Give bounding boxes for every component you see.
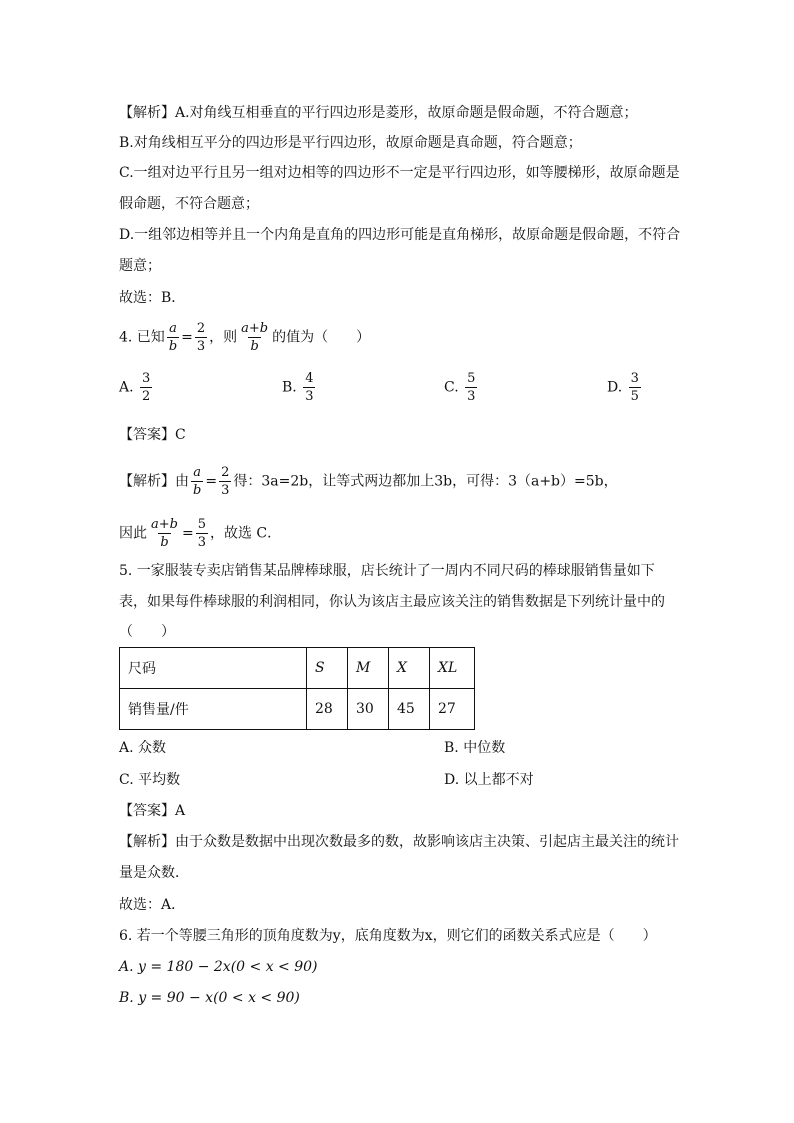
- q4-fraction-2-over-3: [195, 322, 207, 353]
- q4-sol2-suffix: ，故选 C．: [209, 525, 282, 542]
- q6-option-b: B. y = 90 − x(0 < x < 90): [119, 990, 300, 1006]
- q4-sol-f1r-den: 3: [221, 483, 230, 498]
- q5-option-a: A. 众数: [119, 740, 167, 756]
- q4-fraction-a-over-b: [167, 322, 179, 353]
- q4-sol-53-den: 3: [197, 535, 206, 550]
- q4-option-c-den: 3: [467, 389, 476, 404]
- analysis-q3-line-2: B.对角线相互平分的四边形是平行四边形，故原命题是真命题，符合题意；: [119, 135, 582, 151]
- q4-option-b-fraction: [303, 372, 315, 403]
- q5-solution-line-1: 【解析】由于众数是数据中出现次数最多的数，故影响该店主决策、引起店主最关注的统计: [119, 834, 679, 850]
- q4-sol1-prefix: 【解析】由: [119, 473, 189, 490]
- q4-f2-num: a+b: [241, 321, 269, 336]
- q4-sol-f2-den: b: [160, 535, 169, 550]
- q4-sol-fraction-2-over-3: [219, 466, 231, 497]
- q4-option-d-num: 3: [630, 371, 639, 386]
- table-header-s: S: [307, 648, 348, 689]
- q5-answer: 【答案】A: [119, 803, 186, 819]
- table-header-m: M: [348, 648, 389, 689]
- q4-option-c: [444, 372, 479, 403]
- table-cell-xl: 27: [430, 689, 475, 730]
- analysis-q3-line-6: 题意；: [119, 258, 161, 274]
- q4-suffix: 的值为（ ）: [272, 329, 371, 346]
- q4-answer: 【答案】C: [119, 427, 186, 443]
- question-6-line-1: 6. 若一个等腰三角形的顶角度数为y，底角度数为x，则它们的函数关系式应是（ ）: [119, 928, 657, 944]
- q4-sol-fraction-a-over-b: [191, 466, 203, 497]
- q4-option-c-num: 5: [467, 371, 476, 386]
- table-cell-m: 30: [348, 689, 389, 730]
- table-row-label: 销售量/件: [120, 689, 307, 730]
- q5-option-d: D. 以上都不对: [444, 772, 534, 788]
- q4-prefix: 4. 已知: [119, 329, 165, 346]
- q4-solution-line-1: [119, 466, 618, 497]
- q4-sol-f1-den: b: [193, 483, 202, 498]
- q4-sol-f1r-num: 2: [221, 465, 230, 480]
- analysis-q3-line-4: 假命题，不符合题意；: [119, 196, 259, 212]
- q4-option-c-label: C.: [444, 379, 459, 396]
- q4-solution-line-2: [119, 518, 281, 549]
- q6-option-a: A. y = 180 − 2x(0 < x < 90): [119, 959, 318, 975]
- q4-option-c-fraction: [465, 372, 477, 403]
- q4-option-b-num: 4: [305, 371, 314, 386]
- q4-option-b: [282, 372, 317, 403]
- table-cell-x: 45: [389, 689, 430, 730]
- q4-option-d-fraction: [629, 372, 641, 403]
- q4-f1-num: a: [169, 321, 177, 336]
- analysis-q3-choice: 故选：B．: [119, 290, 186, 306]
- q4-option-b-den: 3: [305, 389, 314, 404]
- analysis-q3-line-3: C.一组对边平行且另一组对边相等的四边形不一定是平行四边形，如等腰梯形，故原命题是: [119, 165, 680, 181]
- q4-f1-den: b: [168, 339, 178, 354]
- table-row: [120, 648, 475, 689]
- q4-option-a-den: 2: [142, 389, 151, 404]
- q4-option-b-label: B.: [282, 379, 297, 396]
- q4-f2-den: b: [250, 339, 259, 354]
- q5-solution-line-2: 量是众数．: [119, 865, 189, 881]
- q4-sol-eq: =: [205, 473, 218, 490]
- q4-option-d: [607, 372, 643, 403]
- q5-option-c: C. 平均数: [119, 772, 181, 788]
- question-5-line-3: （ ）: [119, 624, 175, 640]
- question-5-line-2: 表，如果每件棒球服的利润相同，你认为该店主最应该关注的销售数据是下列统计量中的: [119, 594, 665, 610]
- q4-option-a: [119, 372, 154, 403]
- table-header-size: 尺码: [120, 648, 307, 689]
- q4-sol-f2-num: a+b: [151, 517, 178, 532]
- q4-mid: ，则: [209, 329, 238, 346]
- q4-option-d-label: D.: [607, 379, 623, 396]
- table-header-xl: XL: [430, 648, 475, 689]
- q4-sol-53-num: 5: [197, 517, 206, 532]
- q4-f1r-den: 3: [196, 339, 206, 354]
- table-row: [120, 689, 475, 730]
- q5-option-b: B. 中位数: [444, 740, 506, 756]
- q4-option-a-label: A.: [119, 379, 134, 396]
- q4-sol1-text: 得：3a=2b，让等式两边都加上3b，可得：3（a+b）=5b，: [233, 473, 618, 490]
- q4-option-a-num: 3: [142, 371, 151, 386]
- q4-sol-fraction-apb-over-b: [149, 518, 180, 549]
- q4-sol-f1-num: a: [193, 465, 202, 480]
- q4-sol-fraction-5-over-3: [196, 518, 208, 549]
- question-4: [119, 322, 370, 353]
- table-cell-s: 28: [307, 689, 348, 730]
- q4-f1r-num: 2: [196, 321, 206, 336]
- q4-sol2-prefix: 因此: [119, 525, 147, 542]
- q4-sol2-eq: =: [181, 525, 194, 542]
- q5-solution-choice: 故选：A．: [119, 897, 186, 913]
- q4-fraction-apb-over-b: [239, 322, 270, 353]
- q4-eq: =: [181, 329, 193, 346]
- question-5-line-1: 5. 一家服装专卖店销售某品牌棒球服，店长统计了一周内不同尺码的棒球服销售量如下: [119, 563, 655, 579]
- analysis-q3-line-1: 【解析】A.对角线互相垂直的平行四边形是菱形，故原命题是假命题，不符合题意；: [119, 105, 638, 121]
- size-sales-table: [119, 647, 475, 730]
- table-header-x: X: [389, 648, 430, 689]
- q4-option-a-fraction: [140, 372, 152, 403]
- analysis-q3-line-5: D.一组邻边相等并且一个内角是直角的四边形可能是直角梯形，故原命题是假命题，不符合: [119, 227, 681, 243]
- q4-option-d-den: 5: [630, 389, 639, 404]
